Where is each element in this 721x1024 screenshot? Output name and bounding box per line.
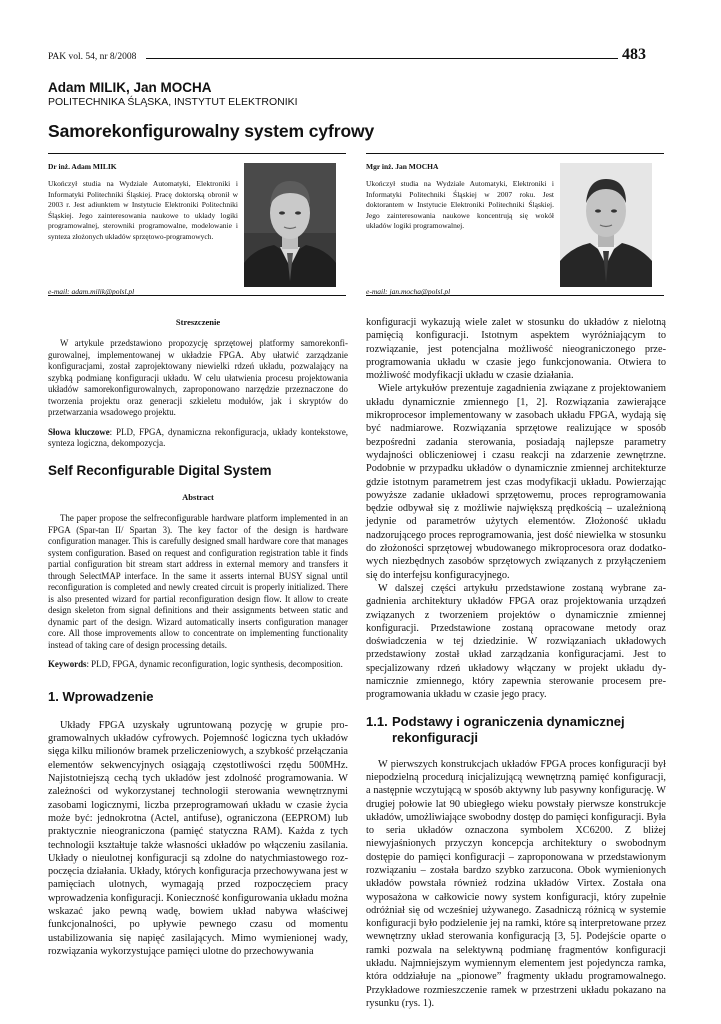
section-number: 1.1. bbox=[366, 713, 388, 729]
author-photo-milik bbox=[244, 163, 336, 287]
right-column bbox=[366, 316, 666, 1010]
bio-name: Mgr inż. Jan MOCHA bbox=[366, 162, 439, 171]
left-column bbox=[48, 316, 348, 958]
affiliation: POLITECHNIKA ŚLĄSKA, INSTYTUT ELEKTRONIKI bbox=[48, 96, 298, 108]
author-photo-mocha bbox=[560, 163, 652, 287]
section-1-heading: 1. Wprowadzenie bbox=[48, 688, 154, 704]
section-1-1-heading bbox=[366, 714, 666, 746]
article-title: Samorekonfigurowalny system cyfrowy bbox=[48, 121, 375, 141]
abstract-en-text: The paper propose the selfreconfigurable hardware platform implemented in an FPGA (Spar-tan II/ Spartan 3). The key factor of the design is hardware configuration manager. This is carefully designed small hardware core that manages system configuration. Based on request and configuration registration table it finds partial configuration bit stream start address in external memory and transfers it through SelectMAP interface. In the same it asserts internal BUSY signal until reconfiguration is completed and newly created circuit is properly initialized. There is also presented wizard for partial reconfiguration design flow. It allow to create design skeleton from signal definitions and their assignments between static and dynamic part of the design. Wizard automatically inserts configuration manager core. All those improvements allow to concentrate on implementing functionality instead of taking care of design processing details. bbox=[48, 513, 348, 650]
keywords-pl-label: Słowa kluczowe bbox=[48, 426, 110, 437]
keywords-pl-text: : PLD, FPGA, dynamiczna rekonfiguracja, układy kontekstowe, synteza logiczna, dekompozycja. bbox=[48, 426, 348, 449]
abstract-pl-heading: Streszczenie bbox=[175, 317, 221, 327]
keywords-en bbox=[48, 659, 348, 671]
section-title: Podstawy i ograniczenia dynamicznej rekonfiguracji bbox=[392, 713, 625, 745]
bio-text: Ukończył studia na Wydziale Automatyki, Elektroniki i Informatyki Politechniki Śląskiej w 2007 roku. Jest doktorantem w Instytucie Elektroniki Politechniki Śląskiej. Jego zainteresowania naukowe koncentrują się wokół układów logiki programowalnej. bbox=[366, 179, 554, 231]
english-title: Self Reconfigurable Digital System bbox=[48, 462, 272, 478]
paragraph: W dalszej części artykułu przedstawione zostaną wybrane zagadnienia architektury układów FPGA oraz projektowania urządzeń związanych z tworzeniem projektów o dynamicznie zmiennej konfiguracji. Przedstawione zostaną opracowane metody oraz doświadczenia w tej dziedzinie. W rozwiązaniach układowych przedstawiony został układ zarządzania konfiguracjami. Jest to specjalizowany rdzeń układowy włączany w projekt układu dynamicznie zmiennego, który zapewnia sterowanie procesem preprogramowania układu w czasie jego pracy. bbox=[366, 582, 666, 701]
bio-name: Dr inż. Adam MILIK bbox=[48, 162, 117, 171]
header-rule bbox=[146, 58, 618, 59]
paragraph: W pierwszych konstrukcjach układów FPGA proces konfiguracji był niepodzielną procedurą inicjalizującą wewnętrzną pamięć konfiguracji, a następnie wczytującą w sposób aktywny lub pasywny konfigurację. W drugiej połowie lat 90 ubiegłego wieku powstały pierwsze konstrukcje układów, umożliwiające swobodny dostęp do pamięci konfiguracji. Była to seria układów oznaczona symbolem XC6200. Z bliżej niewyjaśnionych przyczyn koncepcja architektury o swobodnym dostępie do pamięci konfiguracji – zaproponowana w przedstawionym rozwiązaniu – została bardzo szybko zarzucona. Obok wymienionych układów powstała również rodzina układów Virtex. Została ona wyposażona w całkowicie nowy system konfiguracji, który zupełnie odróżniał się od wcześniej używanego. Zasadniczą różnicą w systemie konfiguracji było podzielenie jej na ramki, które są interpretowane przez wewnętrzny układ sterowania konfiguracją [3, 5]. Podejście oparte o ramki pozwala na selektywną podmianę fragmentów konfiguracji układu. Najmniejszym wymiennym elementem jest pojedyncza ramka, która oddziałuje na „pionowe” fragmenty układu programowalnego. Przykładowe rozmieszczenie ramek w przestrzeni układu pokazano na rysunku (rys. 1). bbox=[366, 758, 666, 1009]
journal-name: PAK vol. 54, nr 8/2008 bbox=[48, 52, 137, 62]
paragraph: konfiguracji wykazują wiele zalet w stosunku do układów z nielotną pamięcią konfiguracji. Istotnym aspektem wyróżniającym to rozwiązanie, jest potencjalna możliwość nieograniczonego przeprogramowania układu w czasie jego funkcjonowania. Otwiera to możliwość modyfikacji układu w czasie działania. bbox=[366, 317, 666, 382]
author-bio-mocha bbox=[366, 153, 664, 296]
keywords-en-label: Keywords bbox=[48, 659, 87, 670]
paragraph: Wiele artykułów prezentuje zagadnienia związane z projektowaniem układu dynamicznie zmiennego [1, 2]. Rozwiązania zawierające mikroprocesor implementowany w zasobach układu FPGA, wydają się być nadmiarowe. Rozwiązania sprzętowe realizujące w sposób bezpośredni zadania sterowania, posiadają najlepsze parametry wydajności obliczeniowej i czasu reakcji na zdarzenie zewnętrzne. Podobnie w przypadku układów o dynamicznie zmiennej architekturze gdzie istotnym parametrem jest czas modyfikacji układu. Powierzając powyższe zadanie układowi sprzętowemu, proces reprogramowania będzie odbywał się z możliwie największą prędkością – uzależnioną jedynie od parametrów użytych elementów. Złożoność układu nadzorującego proces reprogramowania, jest dość niewielka w stosunku do złożoności sprzętowej wbudowanego mikroprocesora oraz dodatkowych niezbędnych zasobów sprzętowych związanych z przyłączeniem się do interfejsu konfiguracyjnego. bbox=[366, 383, 666, 581]
keywords-pl bbox=[48, 427, 348, 450]
author-bio-milik bbox=[48, 153, 346, 296]
bio-email: e-mail: adam.milik@polsl.pl bbox=[48, 287, 135, 296]
keywords-en-text: : PLD, FPGA, dynamic reconfiguration, logic synthesis, decomposition. bbox=[86, 659, 343, 670]
page-number: 483 bbox=[622, 46, 646, 63]
bio-text: Ukończył studia na Wydziale Automatyki, Elektroniki i Informatyki Politechniki Śląskiej. Pracę doktorską obronił w 2003 r. Jest adiunktem w Instytucie Elektroniki Politechniki Śląskiej. Jego zainteresowania naukowe to układy logiki programowalnej, sterowniki programowalne, modelowanie i synteza złożonych układów sprzętowo-programowych. bbox=[48, 179, 238, 241]
authors: Adam MILIK, Jan MOCHA bbox=[48, 80, 212, 95]
abstract-pl-text: W artykule przedstawiono propozycję sprzętowej platformy samorekonfigurowalnej, implementowanej w układzie FPGA. Aby ułatwić zarządzanie konfiguracjami, został zaprojektowany niewielki rdzeń układu, pozwalający na szybką podmianę konfiguracji układu. W celu ułatwienia procesu projektowania układów samorekonfigurowalnych, zaproponowano narzędzie przeznaczone do tworzenia projektu oraz generacji szkieletu modułów, jak i skryptów do przetwarzania wsadowego projektu. bbox=[48, 338, 348, 418]
section-1-text: Układy FPGA uzyskały ugruntowaną pozycję w grupie programowalnych układów cyfrowych. Pojemność logiczna tych układów sięga kilku milionów bramek przeliczeniowych, a szybkość przełączania elementów sekwencyjnych osiągają częstotliwości rzędu 500MHz. Najistotniejszą cechą tych układów jest zdolność programowania. W zależności od wykorzystanej technologii sterowania wewnętrznymi zasobami logicznymi, liczba przeprogramowań układu w czasie życia może być: jednokrotna (Actel, antifuse), ograniczona (EEPROM) lub praktycznie nieograniczona (pamięć statyczna RAM). Każda z tych technologii kształtuje także własności układów po włączeniu zasilania. Układy o nieulotnej konfiguracji są zdolne do natychmiastowego rozpoczęcia działania. Układy, których konfiguracja przechowywana jest w pamięciach ulotnych, wymagają przed rozpoczęciem pracy wprowadzenia konfiguracji. Konieczność konfigurowania układu można wskazać jako pewną wadę, bowiem układ nabywa właściwej funkcjonalności, po upływie pewnego czasu od momentu ustabilizowania się napięć zasilających. Mimo wymienionej wady, rozwiązania wykorzystujące pamięci ulotne do przechowywania bbox=[48, 719, 348, 957]
abstract-en-heading: Abstract bbox=[182, 492, 214, 503]
bio-email: e-mail: jan.mocha@polsl.pl bbox=[366, 287, 451, 296]
